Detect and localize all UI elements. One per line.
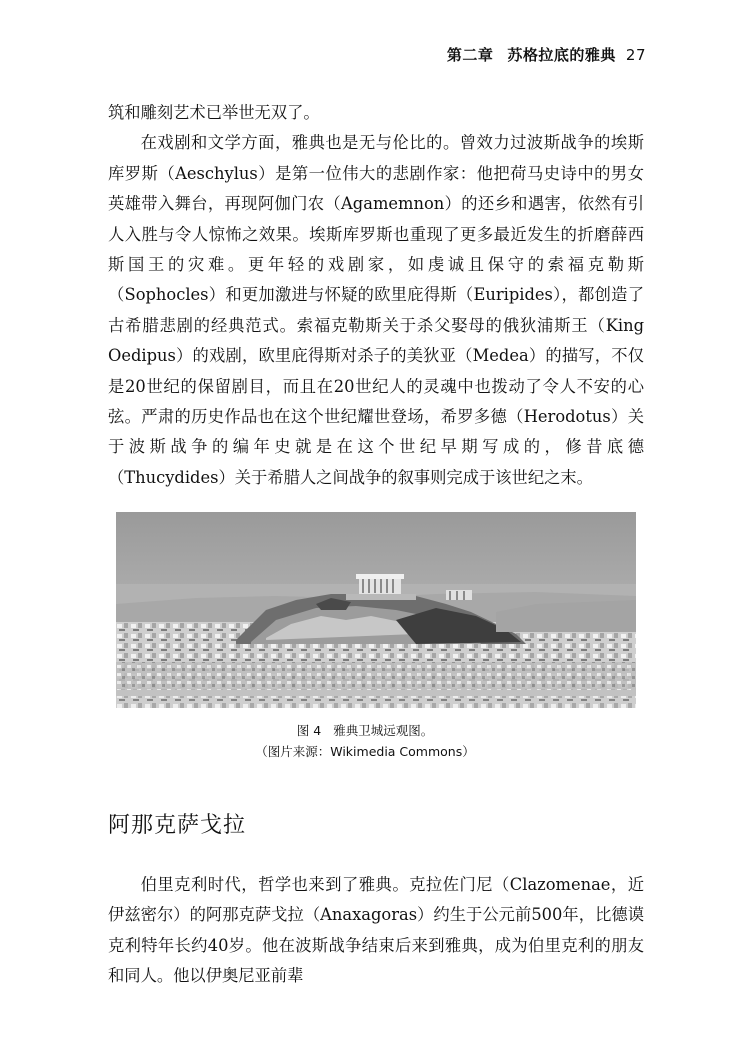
- page-number: 27: [625, 46, 646, 64]
- chapter-title: 苏格拉底的雅典: [507, 46, 616, 64]
- figure-source: （图片来源：Wikimedia Commons）: [255, 744, 475, 759]
- figure-label: 图 4: [296, 723, 322, 738]
- figure-caption-line: [0, 720, 730, 741]
- anaxagoras-paragraph: 伯里克利时代，哲学也来到了雅典。克拉佐门尼（Clazomenae，近伊兹密尔）的阿那克萨戈拉（Anaxagoras）约生于公元前500年，比德谟克利特年长约40岁。他在波斯战争结束后来到雅典，成为伯里克利的朋友和同人。他以伊奥尼亚前辈: [108, 875, 644, 986]
- continuation-paragraph: 筑和雕刻艺术已举世无双了。: [108, 103, 320, 122]
- drama-literature-paragraph: 在戏剧和文学方面，雅典也是无与伦比的。曾效力过波斯战争的埃斯库罗斯（Aeschylus）是第一位伟大的悲剧作家：他把荷马史诗中的男女英雄带入舞台，再现阿伽门农（Agamemnon）的还乡和遇害，依然有引人入胜与令人惊怖之效果。埃斯库罗斯也重现了更多最近发生的折磨薛西斯国王的灾难。更年轻的戏剧家，如虔诚且保守的索福克勒斯（Sophocles）和更加激进与怀疑的欧里庇得斯（Euripides），都创造了古希腊悲剧的经典范式。索福克勒斯关于杀父娶母的俄狄浦斯王（King Oedipus）的戏剧，欧里庇得斯对杀子的美狄亚（Medea）的描写，不仅是20世纪的保留剧目，而且在20世纪人的灵魂中也拨动了令人不安的心弦。严肃的历史作品也在这个世纪耀世登场，希罗多德（Herodotus）关于波斯战争的编年史就是在这个世纪早期写成的，修昔底德（Thucydides）关于希腊人之间战争的叙事则完成于该世纪之末。: [108, 133, 644, 487]
- section-heading: 阿那克萨戈拉: [108, 813, 247, 838]
- running-header: [447, 44, 646, 65]
- chapter-number: 第二章: [446, 46, 494, 64]
- acropolis-photo-image: [116, 512, 636, 708]
- body-text-top: [108, 98, 644, 493]
- body-text-bottom: [108, 870, 644, 992]
- acropolis-photo: [116, 512, 636, 708]
- figure-title: 雅典卫城远观图。: [333, 723, 434, 738]
- figure-caption: [0, 720, 730, 762]
